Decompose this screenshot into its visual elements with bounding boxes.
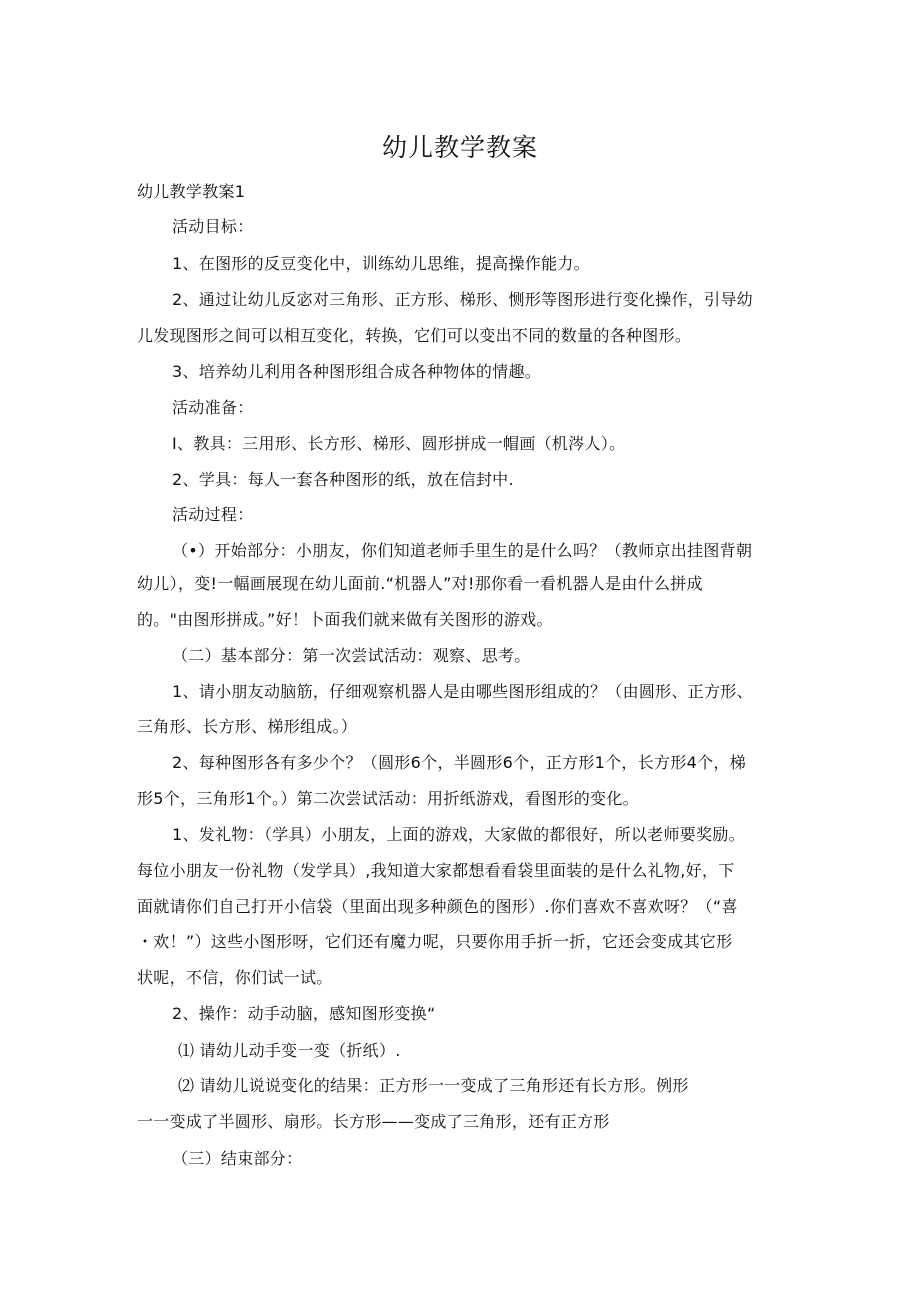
paragraph-line: （二）基本部分：第一次尝试活动：观察、思考。 [172,646,531,665]
paragraph-line: 儿发现图形之间可以相互变化，转换，它们可以变出不同的数量的各种图形。 [137,326,692,345]
paragraph-line: 2、每种图形各有多少个？（圆形6个，半圆形6个，正方形1个，长方形4个，梯 [172,753,746,772]
paragraph-line: 1、在图形的反豆变化中，训练幼儿思维，提高操作能力。 [172,254,590,273]
paragraph-line: （•）开始部分：小朋友，你们知道老师手里生的是什么吗？（教师京出挂图背朝 [172,541,753,560]
paragraph-line: 幼儿），变!一幅画展现在幼儿面前.“机器人”对!那你看一看机器人是由什么拼成 [137,574,703,593]
paragraph-line: 2、通过让幼儿反宓对三角形、正方形、梯形、恻形等图形进行变化操作，引导幼 [172,290,753,309]
paragraph-line: 3、培养幼儿利用各种图形组合成各种物体的情趣。 [172,362,542,381]
heading-activity-process: 活动过程： [172,505,254,524]
document-title: 幼儿教学教案 [381,133,538,162]
paragraph-line: 1、请小朋友动脑筋，仔细观察机器人是由哪些图形组成的？（由圆形、正方形、 [172,682,753,701]
paragraph-line: 面就请你们自己打开小信袋（里面出现多种颜色的图形）.你们喜欢不喜欢呀？（“喜 [137,897,738,916]
document-subtitle: 幼儿教学教案1 [137,182,246,201]
paragraph-line: ・欢！”）这些小图形呀，它们还有魔力呢，只要你用手折一折，它还会变成其它形 [137,932,733,951]
paragraph-line: 每位小朋友一份礼物（发学具）,我知道大家都想看看袋里面装的是什么礼物,好，下 [137,861,735,880]
paragraph-line: 2、操作：动手动脑，感知图形变换“ [172,1004,436,1023]
heading-activity-preparation: 活动准备： [172,398,254,417]
heading-activity-goals: 活动目标： [172,217,254,236]
paragraph-line: 三角形、长方形、梯形组成。） [137,717,358,736]
paragraph-line: 的。"由图形拼成。”好！卜面我们就来做有关图形的游戏。 [137,610,553,629]
paragraph-line: 一一变成了半圆形、扇形。长方形——变成了三角形，还有正方形 [137,1112,610,1131]
paragraph-line: 1、发礼物：（学具）小朋友，上面的游戏，大家做的都很好，所以老师要奖励。 [172,825,745,844]
paragraph-line: I、教具：三用形、长方形、梯形、圆形拼成一帽画（机涔人）。 [172,434,626,453]
paragraph-line: （三）结束部分： [172,1149,303,1168]
paragraph-line: 形5个，三角形1个。）第二次尝试活动：用折纸游戏，看图形的变化。 [137,789,639,808]
paragraph-line: 2、学具：每人一套各种图形的纸，放在信封中. [172,470,514,489]
paragraph-line: ⑵ 请幼儿说说变化的结果：正方形一一变成了三角形还有长方形。例形 [178,1076,689,1095]
paragraph-line: 状呢，不信，你们试一试。 [137,968,333,987]
paragraph-line: ⑴ 请幼儿动手变一变（折纸）. [178,1041,401,1060]
